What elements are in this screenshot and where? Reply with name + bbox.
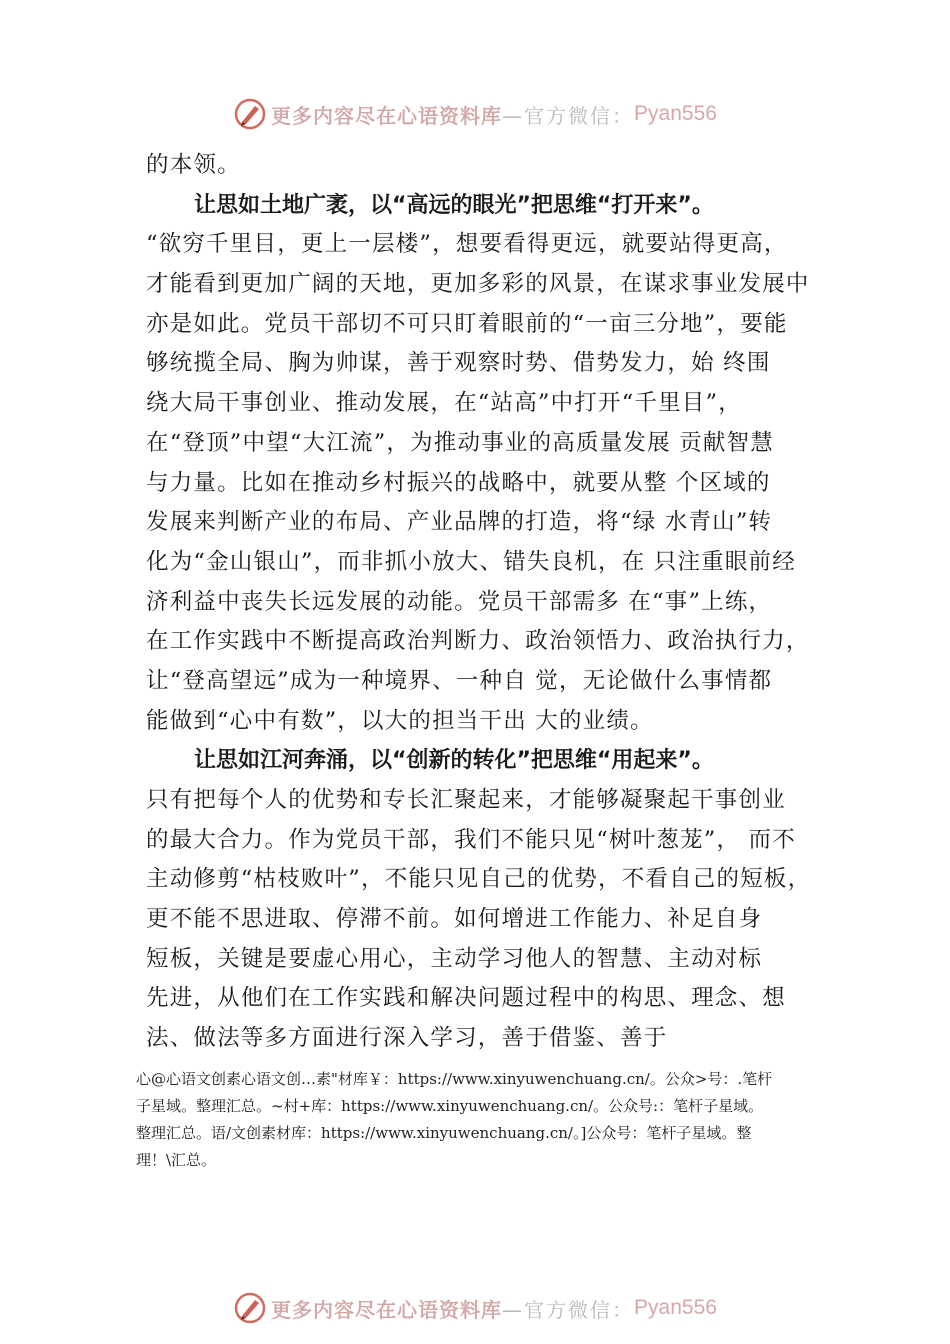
section-heading: 让思如江河奔涌，以“创新的转化”把思维“用起来”。 (194, 748, 714, 774)
footer-banner (0, 1288, 950, 1328)
banner-separator-text: —官方微信： (502, 103, 635, 128)
paragraph-line: 够统揽全局、胸为帅谋，善于观察时势、借势发力，始 终围 (146, 350, 771, 377)
paragraph-line: 更不能不思进取、停滞不前。如何增进工作能力、补足自身 (146, 906, 763, 933)
paragraph-line: 的最大合力。作为党员干部，我们不能只见“树叶葱茏”， 而不 (146, 826, 796, 853)
header-banner (0, 94, 950, 134)
paragraph-line: 让“登高望远”成为一种境界、一种自 觉，无论做什么事情都 (146, 667, 773, 694)
paragraph-line: 先进，从他们在工作实践和解决问题过程中的构思、理念、想 (146, 985, 786, 1012)
section-heading: 让思如土地广袤，以“高远的眼光”把思维“打开来”。 (194, 192, 714, 218)
paragraph-line: 才能看到更加广阔的天地，更加多彩的风景，在谋求事业发展中 (146, 271, 810, 298)
paragraph-line: 短板，关键是要虚心用心，主动学习他人的智慧、主动对标 (146, 945, 763, 972)
paragraph-line: 主动修剪“枯枝败叶”，不能只见自己的优势，不看自己的短板， (146, 866, 812, 893)
pen-logo-icon (233, 1291, 267, 1325)
banner-separator-text: —官方微信： (502, 1297, 635, 1322)
footer-line: 子星域。整理汇总。~村+库：https://www.xinyuwenchuang.cn/。公众号:：笔杆子星域。 (136, 1097, 764, 1115)
paragraph-line: 亦是如此。党员干部切不可只盯着眼前的“一亩三分地”，要能 (146, 310, 788, 337)
paragraph-line: 在工作实践中不断提高政治判断力、政治领悟力、政治执行力， (146, 628, 810, 655)
paragraph-line: “欲穷千里目，更上一层楼”，想要看得更远，就要站得更高， (146, 231, 788, 258)
paragraph-line: 与力量。比如在推动乡村振兴的战略中，就要从整 个区域的 (146, 469, 771, 496)
paragraph-line: 只有把每个人的优势和专长汇聚起来，才能够凝聚起干事创业 (146, 787, 786, 813)
paragraph-line: 在“登顶”中望“大江流”，为推动事业的高质量发展 贡献智慧 (146, 429, 774, 456)
paragraph-line: 济利益中丧失长远发展的动能。党员干部需多 在“事”上练， (146, 588, 773, 615)
footer-line: 整理汇总。语/文创素材库：https://www.xinyuwenchuang.cn/。]公众号：笔杆子星域。整 (136, 1124, 752, 1142)
paragraph-line: 化为“金山银山”，而非抓小放大、错失良机，在 只注重眼前经 (146, 548, 796, 575)
footer-line: 心@心语文创素心语文创…素"材库￥：https://www.xinyuwenchuang.cn/。公众>号：.笔杆 (136, 1070, 773, 1088)
footer-watermark-text (136, 1066, 856, 1174)
banner-wechat-id: Pyan556 (634, 1296, 717, 1319)
paragraph-line: 发展来判断产业的布局、产业品牌的打造，将“绿 水青山”转 (146, 509, 773, 536)
paragraph-line: 能做到“心中有数”，以大的担当干出 大的业绩。 (146, 707, 654, 734)
paragraph-line: 绕大局干事创业、推动发展，在“站高”中打开“千里目”， (146, 390, 742, 417)
banner-main-text: 更多内容尽在心语资料库 (271, 103, 503, 128)
banner-main-text: 更多内容尽在心语资料库 (271, 1297, 503, 1322)
paragraph-line: 的本领。 (146, 152, 241, 178)
paragraph-line: 法、做法等多方面进行深入学习，善于借鉴、善于 (146, 1025, 668, 1052)
footer-line: 理！\汇总。 (136, 1151, 217, 1169)
document-body (146, 146, 846, 1059)
banner-wechat-id: Pyan556 (634, 102, 717, 125)
pen-logo-icon (233, 97, 267, 131)
